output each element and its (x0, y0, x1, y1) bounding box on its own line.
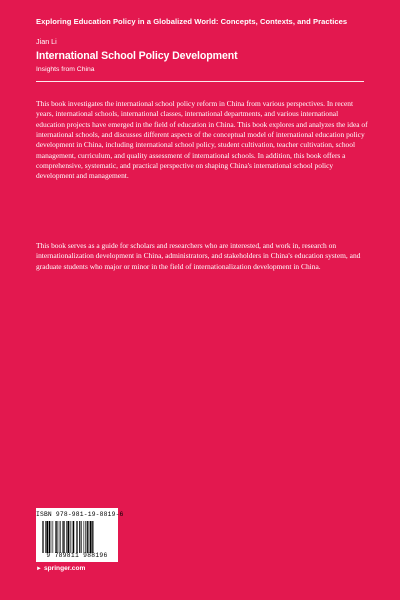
barcode-stripe (43, 521, 44, 553)
author-name: Jian Li (36, 37, 57, 46)
isbn-label: ISBN 978-981-19-8819-6 (36, 511, 124, 518)
barcode-stripe (55, 521, 56, 553)
barcode-stripe (73, 521, 74, 553)
barcode-stripe (51, 521, 52, 553)
barcode-stripe (92, 521, 93, 553)
header-divider (36, 81, 364, 82)
series-title: Exploring Education Policy in a Globalized World: Concepts, Contexts, and Practices (36, 17, 348, 26)
barcode-stripe (79, 521, 80, 553)
publisher-link-label: springer.com (43, 565, 86, 572)
barcode-bars (42, 521, 114, 553)
publisher-link[interactable] (36, 565, 85, 572)
barcode-stripe (62, 521, 63, 553)
triangle-right-icon: ► (36, 565, 42, 572)
barcode-stripe (60, 521, 61, 553)
barcode-stripe (42, 521, 43, 553)
barcode-stripe (89, 521, 90, 553)
barcode-stripe (90, 521, 92, 553)
barcode-stripe (53, 521, 54, 553)
barcode-stripe (46, 521, 48, 553)
barcode-stripe (45, 521, 46, 553)
barcode-stripe (77, 521, 78, 553)
book-title: International School Policy Development (36, 50, 238, 62)
barcode-stripe (70, 521, 71, 553)
barcode-stripe (87, 521, 88, 553)
barcode-stripe (72, 521, 73, 553)
description-paragraph: This book investigates the international school policy reform in China from various perspectives. In recent years, international schools, international classes, international departments, and various international education projects have emerged in the field of education in China. This book explores and analyzes the idea of international schools, and discusses different aspects of the conceptual model of international education policy development in China, including international school policy, student cultivation, teacher cultivation, school management, curriculum, and quality assessment of international schools. In addition, this book offers a comprehensive, systematic, and practical perspective on shaping China's international school policy development and management. (36, 99, 368, 181)
isbn-barcode (36, 508, 124, 562)
barcode-stripe (64, 521, 65, 553)
barcode-stripe (49, 521, 50, 553)
barcode-stripe (66, 521, 67, 553)
barcode-stripe (81, 521, 82, 553)
barcode-digits: 9 789811 988196 (46, 552, 108, 559)
book-subtitle: Insights from China (36, 66, 95, 73)
barcode-stripe (59, 521, 60, 553)
barcode-stripe (76, 521, 77, 553)
audience-paragraph: This book serves as a guide for scholars and researchers who are interested, and work in, research on internationalization development in China, administrators, and stakeholders in China's education system, and graduate students who major or minor in the field of internationalization development in China. (36, 241, 361, 271)
barcode-stripe (84, 521, 85, 553)
barcode-stripe (67, 521, 69, 553)
barcode-stripe (85, 521, 86, 553)
barcode-stripe (56, 521, 57, 553)
